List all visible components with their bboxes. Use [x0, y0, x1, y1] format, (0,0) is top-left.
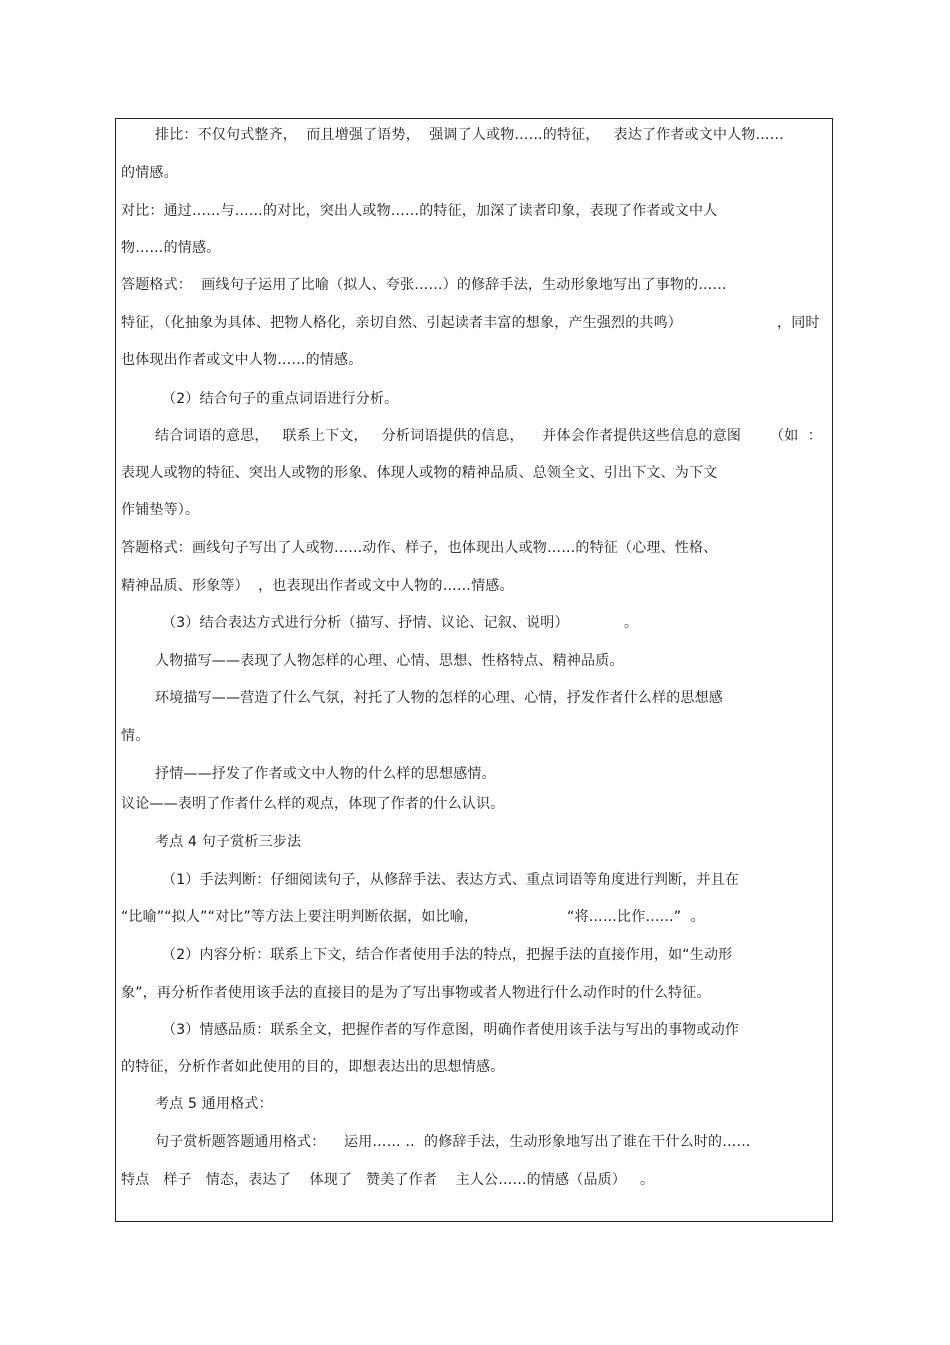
text-line: 对比：通过……与……的对比，突出人或物……的特征，加深了读者印象，表现了作者或文中人 — [121, 203, 718, 219]
section-heading: 考点 5 通用格式： — [155, 1096, 273, 1112]
text-line: 作铺垫等）。 — [121, 502, 200, 518]
text-line: “将……比作……” 。 — [567, 909, 705, 925]
text-line: 精神品质、形象等） ，也表现出作者或文中人物的……情感。 — [121, 578, 514, 594]
text-line: （3）情感品质：联系全文，把握作者的写作意图，明确作者使用该手法与写出的事物或动作 — [162, 1022, 740, 1038]
text-line: 物……的情感。 — [121, 240, 221, 256]
text-line: 人物描写——表现了人物怎样的心理、心情、思想、性格特点、精神品质。 — [155, 653, 624, 669]
text-line: 的特征，分析作者如此使用的目的，即想表达出的思想情感。 — [121, 1059, 505, 1075]
text-line: 排比：不仅句式整齐， 而且增强了语势， 强调了人或物……的特征， 表达了作者或文中人物…… — [155, 127, 784, 143]
text-line: 。 — [624, 615, 639, 631]
text-line: 情。 — [121, 728, 150, 744]
text-line: ，同时 — [777, 315, 820, 331]
text-line: 句子赏析题答题通用格式： 运用…… .. 的修辞手法，生动形象地写出了谁在干什么时的…… — [155, 1134, 751, 1150]
text-line: 特点 样子 情态，表达了 体现了 赞美了作者 主人公……的情感（品质） 。 — [121, 1172, 655, 1188]
text-line: 环境描写——营造了什么气氛，衬托了人物的怎样的心理、心情，抒发作者什么样的思想感 — [155, 690, 723, 706]
text-line: 也体现出作者或文中人物……的情感。 — [121, 352, 363, 368]
text-line: （1）手法判断：仔细阅读句子，从修辞手法、表达方式、重点词语等角度进行判断，并且在 — [162, 872, 740, 888]
text-line: 结合词语的意思， 联系上下文， 分析词语提供的信息， 并体会作者提供这些信息的意图 — [155, 428, 742, 444]
text-line: 抒情——抒发了作者或文中人物的什么样的思想感情。 — [155, 766, 496, 782]
section-heading: 考点 4 句子赏析三步法 — [155, 834, 302, 850]
text-line: 的情感。 — [121, 165, 178, 181]
text-line: （3）结合表达方式进行分析（描写、抒情、议论、记叙、说明） — [162, 615, 569, 631]
text-line: 表现人或物的特征、突出人或物的形象、体现人或物的精神品质、总领全文、引出下文、为下文 — [121, 465, 718, 481]
text-line: （2）结合句子的重点词语进行分析。 — [162, 391, 399, 407]
text-line: （如 ： — [770, 428, 822, 444]
text-line: 议论——表明了作者什么样的观点，体现了作者的什么认识。 — [121, 796, 505, 812]
text-line: （2）内容分析：联系上下文，结合作者使用手法的特点，把握手法的直接作用，如“生动形 — [162, 947, 733, 963]
text-line: 特征，（化抽象为具体、把物人格化，亲切自然、引起读者丰富的想象，产生强烈的共鸣） — [121, 315, 682, 331]
text-line: 象”，再分析作者使用该手法的直接目的是为了写出事物或者人物进行什么动作时的什么特征。 — [121, 985, 711, 1001]
text-line: 答题格式： 画线句子运用了比喻（拟人、夸张……）的修辞手法，生动形象地写出了事物的…… — [121, 277, 727, 293]
text-line: 答题格式：画线句子写出了人或物……动作、样子，也体现出人或物……的特征（心理、性格、 — [121, 540, 718, 556]
text-line: “比喻”“拟人”“对比”等方法上要注明判断依据，如比喻， — [121, 909, 479, 925]
